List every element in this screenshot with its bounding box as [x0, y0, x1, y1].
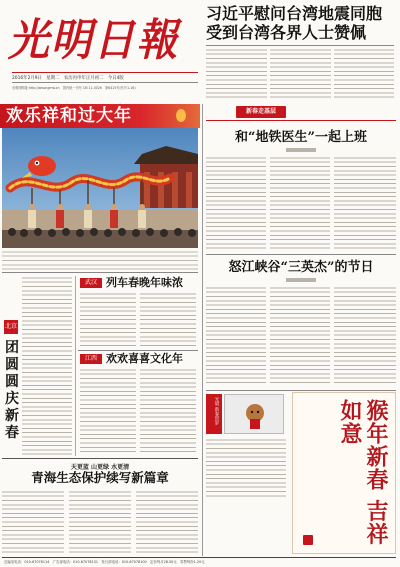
jiangxi-body-col2 — [140, 368, 196, 454]
qinghai-subtitle: 天更蓝 山更绿 水更清 — [70, 464, 130, 471]
promo-body — [206, 438, 286, 498]
photo-caption — [2, 250, 198, 270]
lantern-icon — [176, 109, 186, 122]
side-headline-char: 圆 — [5, 357, 19, 373]
sanxia-title: 怒江峡谷“三英杰”的节日 — [228, 260, 374, 275]
promo-tag: 光明 新春贺岁 — [214, 397, 219, 425]
side-headline-char: 新 — [5, 408, 19, 424]
lead-body-col1 — [206, 48, 267, 98]
sanxia-byline — [286, 278, 316, 282]
qinghai-body-col1 — [2, 490, 64, 554]
footer-info: 总编室电话：010-67078114 广告部电话：010-67078131 发行部电话：010-67078100 定价每月28.50元 零售每份1.20元 — [4, 560, 205, 564]
sanxia-story — [206, 256, 396, 388]
monkey-illustration — [225, 395, 285, 435]
side-headline-char: 圆 — [5, 374, 19, 390]
doctor-title: 和“地铁医生”一起上班 — [235, 130, 367, 145]
lead-body-col2 — [270, 48, 331, 98]
jiangxi-story — [78, 352, 198, 456]
section-tag-label: 新春走基层 — [245, 108, 276, 115]
jiangxi-tag: 江西 — [80, 354, 102, 364]
wuhan-title: 列车春晚年味浓 — [106, 276, 183, 289]
section-tag — [236, 106, 286, 118]
wuhan-tag: 武汉 — [80, 278, 102, 288]
side-story-body — [22, 276, 72, 456]
qinghai-body-col2 — [69, 490, 131, 554]
sanxia-body-col2 — [270, 286, 330, 386]
masthead-info: 光明网网址:http://www.gmw.cn 国内统一刊号 CN 11-0026 第6415号(代号1-16) — [12, 86, 136, 90]
qinghai-story — [2, 460, 198, 556]
dragon-dance-photo — [2, 128, 198, 248]
side-headline-char: 庆 — [5, 391, 19, 407]
doctor-body-col3 — [334, 156, 396, 250]
lead-body-col3 — [334, 48, 394, 98]
side-headline-char: 春 — [5, 425, 19, 441]
sanxia-body-col3 — [334, 286, 396, 386]
promo-image — [224, 394, 284, 434]
qinghai-title: 青海生态保护续写新篇章 — [31, 470, 169, 485]
jiangxi-body-col1 — [80, 368, 136, 454]
doctor-body-col2 — [270, 156, 330, 250]
jiangxi-title: 欢欢喜喜文化年 — [106, 352, 183, 365]
masthead-date: 2016年2月9日 星期二 农历丙申年正月初二 今日4版 — [12, 76, 124, 81]
side-headline — [4, 276, 20, 456]
wuhan-body-col2 — [140, 292, 196, 346]
lead-story — [206, 2, 394, 102]
doctor-story — [206, 124, 396, 252]
lead-title-line2: 受到台湾各界人士赞佩 — [206, 23, 367, 42]
doctor-body-col1 — [206, 156, 266, 250]
calligraphy-text: 猴年新春 吉祥如意 — [337, 399, 389, 546]
masthead-logo: 光明日報 — [8, 15, 180, 66]
wuhan-story — [78, 276, 198, 348]
festival-banner-title: 欢乐祥和过大年 — [6, 106, 132, 126]
festival-banner — [0, 104, 200, 128]
side-headline-tag: 北京 — [4, 320, 18, 334]
wuhan-body-col1 — [80, 292, 136, 346]
calligraphy-panel — [292, 392, 396, 554]
masthead — [8, 4, 198, 100]
sanxia-body-col1 — [206, 286, 266, 386]
qinghai-body-col3 — [136, 490, 198, 554]
calligraphy-seal-icon — [303, 535, 313, 545]
side-headline-char: 团 — [5, 340, 19, 356]
doctor-byline — [286, 148, 316, 152]
dragon-dance-illustration — [2, 128, 198, 248]
promo-tag-box — [206, 394, 222, 434]
lead-title-line1: 习近平慰问台湾地震同胞 — [206, 4, 383, 23]
